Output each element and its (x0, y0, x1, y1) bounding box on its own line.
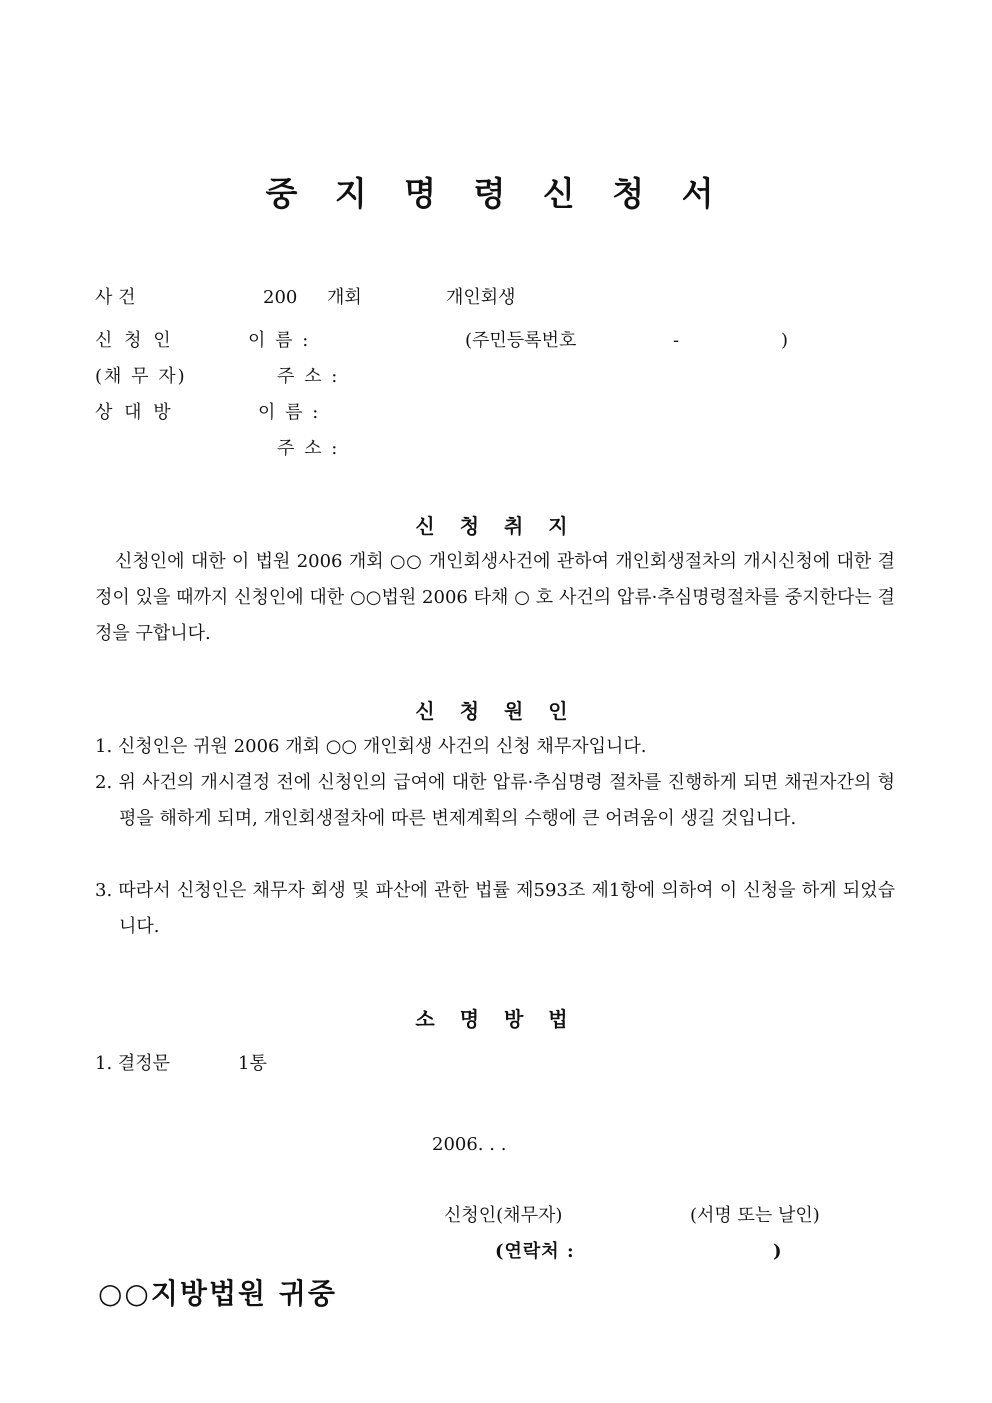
contact-close: ) (773, 1241, 782, 1262)
applicant-rrn-label: (주민등록번호 (465, 330, 577, 351)
counterparty-address-label: 주 소 : (277, 438, 340, 459)
signature-applicant-label: 신청인(채무자) (444, 1205, 563, 1226)
purpose-heading: 신 청 취 지 (415, 514, 577, 538)
document-title: 중 지 명 령 신 청 서 (265, 174, 727, 213)
reason-item-2: 2. 위 사건의 개시결정 전에 신청인의 급여에 대한 압류·추심명령 절차를 진행하게 되면 채권자간의 형평을 해하게 되며, 개인회생절차에 따른 변제계획의 수행에 큰 어려움이 생길 것입니다. (95, 772, 895, 829)
contact-label: (연락처 : (495, 1241, 575, 1262)
applicant-address-label: 주 소 : (277, 366, 340, 387)
application-date: 2006. . . (432, 1134, 507, 1155)
case-name: 개인회생 (446, 287, 516, 308)
purpose-paragraph (95, 544, 895, 652)
applicant-name-label: 이 름 : (248, 330, 311, 351)
case-label: 사 건 (95, 287, 136, 308)
signature-seal-label: (서명 또는 날인) (690, 1205, 820, 1226)
counterparty-name-label: 이 름 : (258, 402, 321, 423)
court-name: ○○지방법원 귀중 (98, 1277, 337, 1310)
applicant-label: 신 청 인 (95, 330, 174, 351)
reasons-heading: 신 청 원 인 (415, 699, 577, 723)
case-year: 200 (263, 287, 298, 308)
purpose-text: 신청인에 대한 이 법원 2006 개회 ○○ 개인회생사건에 관하여 개인회생절차의 개시신청에 대한 결정이 있을 때까지 신청인에 대한 ○○법원 2006 타채 ○ 호 사건의 압류·추심명령절차를 중지한다는 결정을 구합니다. (95, 551, 895, 644)
reason-item-1: 1. 신청인은 귀원 2006 개회 ○○ 개인회생 사건의 신청 채무자입니다. (95, 736, 647, 757)
evidence-heading: 소 명 방 법 (415, 1007, 577, 1031)
case-type: 개회 (327, 287, 362, 308)
evidence-item-name: 1. 결정문 (95, 1053, 171, 1074)
counterparty-label: 상 대 방 (95, 402, 174, 423)
evidence-item-count: 1통 (238, 1053, 267, 1074)
applicant-sub-label: (채 무 자) (95, 366, 187, 387)
applicant-rrn-close: ) (781, 330, 789, 351)
applicant-rrn-dash: - (673, 330, 680, 351)
reason-item-3: 3. 따라서 신청인은 채무자 회생 및 파산에 관한 법률 제593조 제1항에 의하여 이 신청을 하게 되었습니다. (95, 880, 895, 937)
